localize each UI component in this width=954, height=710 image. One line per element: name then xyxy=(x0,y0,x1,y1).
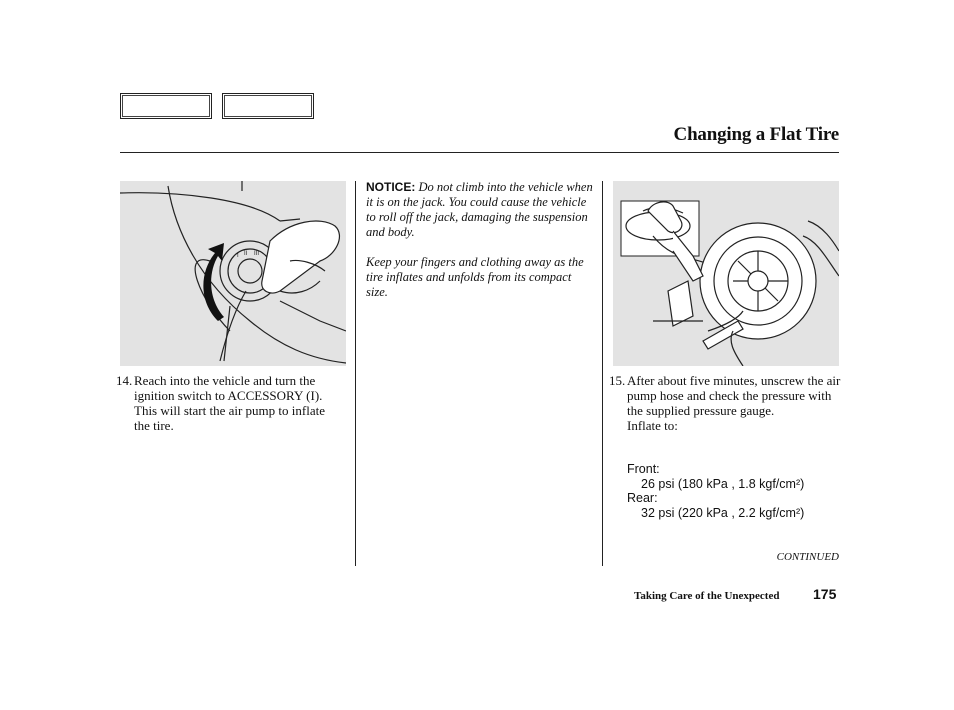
svg-text:III: III xyxy=(254,251,260,257)
front-label: Front: xyxy=(627,462,660,476)
step-text: Reach into the vehicle and turn the ignition switch to ACCESSORY (I). This will start the air pump to inflate the tire. xyxy=(134,373,325,433)
notice-text: Do not climb into the vehicle when it is on the jack. You could cause the vehicle to roll off the jack, damaging the suspension and body. xyxy=(366,180,593,239)
nav-button-previous[interactable] xyxy=(120,93,212,119)
notice-block xyxy=(366,180,594,240)
page-number: 175 xyxy=(813,586,837,602)
notice-label: NOTICE: xyxy=(366,180,416,194)
rear-pressure-value: 32 psi (220 kPa , 2.2 kgf/cm²) xyxy=(641,506,805,520)
column-divider xyxy=(355,181,356,566)
tire-inflation-illustration xyxy=(613,181,839,366)
page-title: Changing a Flat Tire xyxy=(673,124,839,145)
step-15 xyxy=(609,373,849,433)
rear-label: Rear: xyxy=(627,491,658,505)
svg-text:II: II xyxy=(244,251,248,257)
inflate-label: Inflate to: xyxy=(627,418,678,433)
title-rule xyxy=(120,152,839,153)
step-text: After about five minutes, unscrew the air pump hose and check the pressure with the supplied pressure gauge. xyxy=(627,373,841,418)
svg-text:I: I xyxy=(237,253,239,259)
nav-button-next[interactable] xyxy=(222,93,314,119)
step-14 xyxy=(116,373,341,433)
caution-text: Keep your fingers and clothing away as the tire inflates and unfolds from its compact size. xyxy=(366,255,584,299)
step-number: 14. xyxy=(116,373,133,388)
section-name: Taking Care of the Unexpected xyxy=(634,590,780,602)
ignition-switch-illustration xyxy=(120,181,346,366)
column-divider xyxy=(602,181,603,566)
step-number: 15. xyxy=(609,373,626,388)
continued-label: CONTINUED xyxy=(776,551,839,563)
front-pressure-value: 26 psi (180 kPa , 1.8 kgf/cm²) xyxy=(641,477,805,491)
